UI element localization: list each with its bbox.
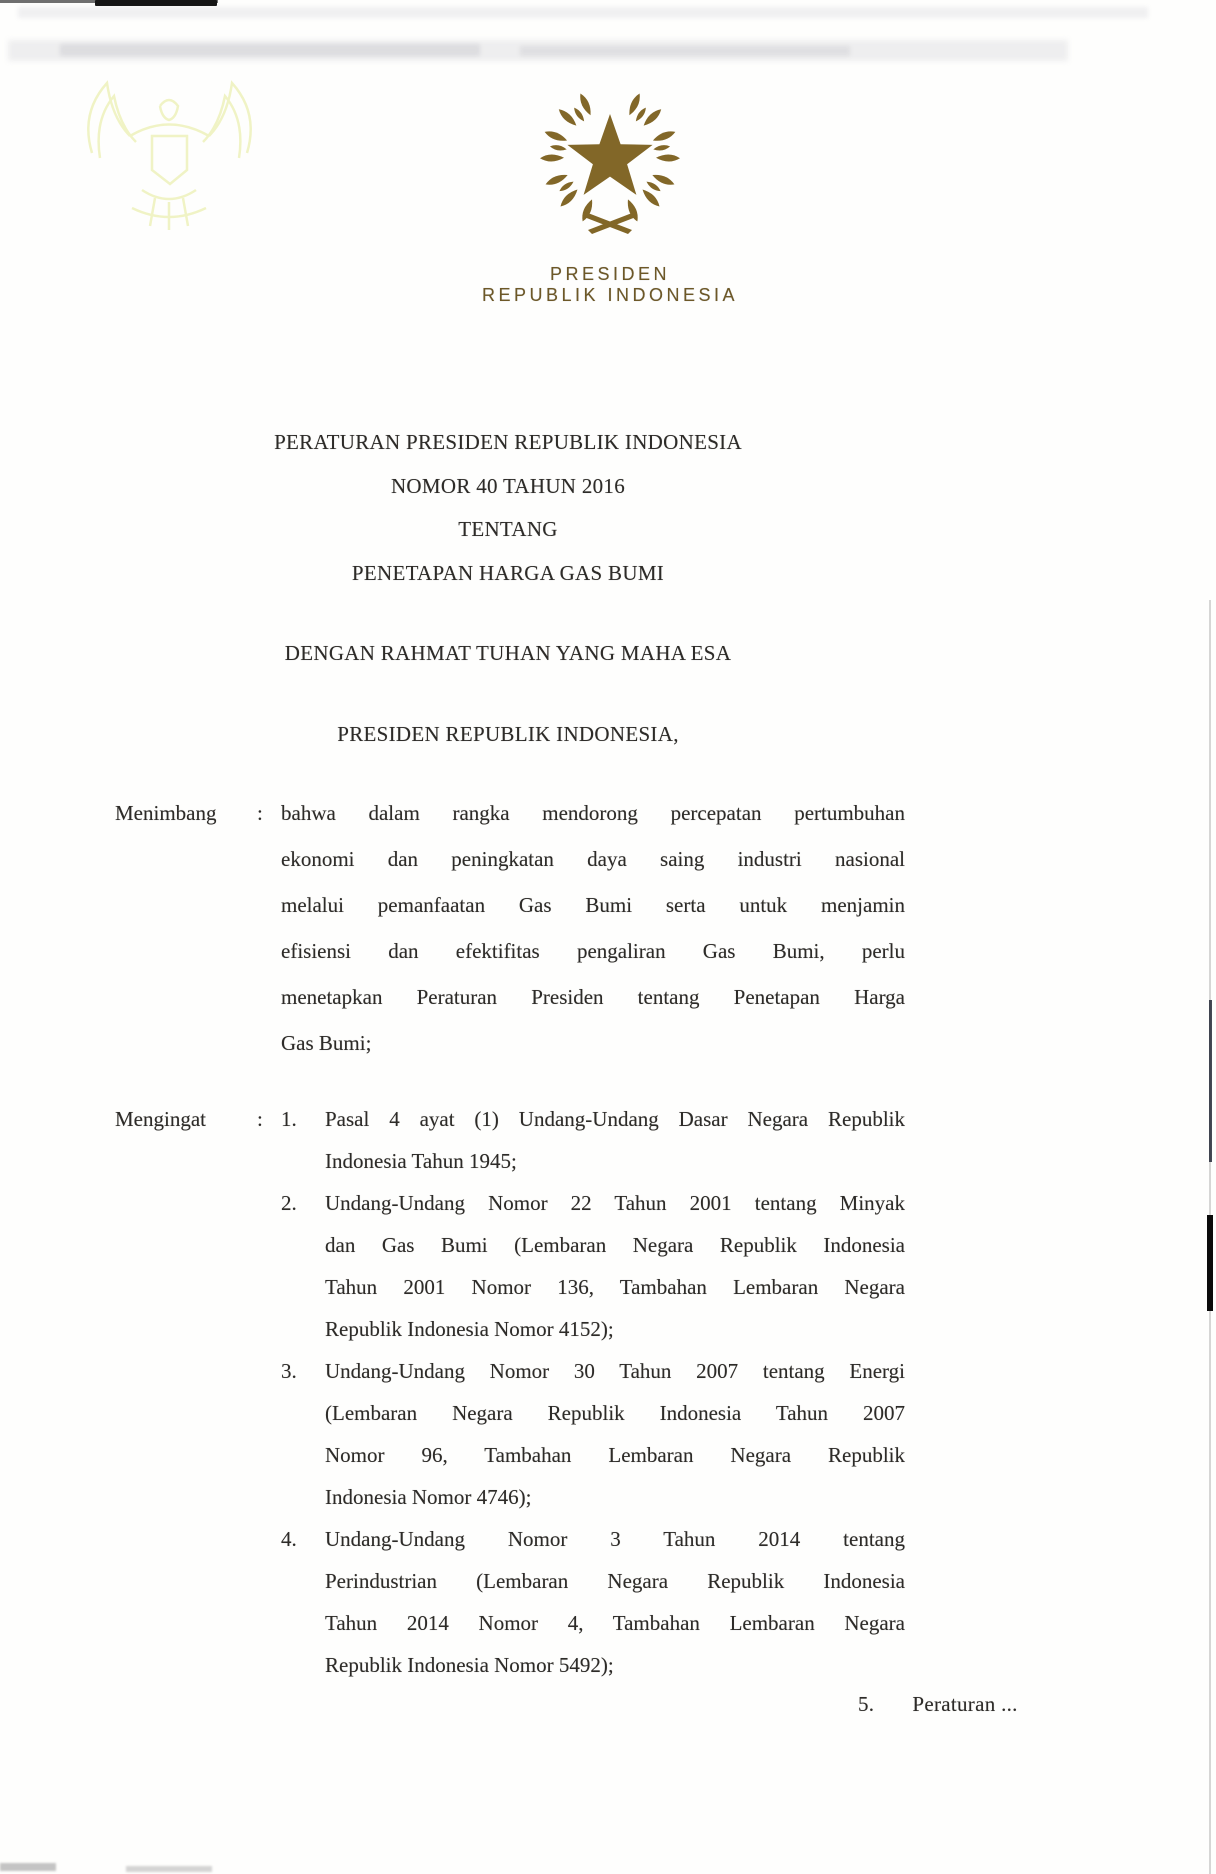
letterhead-org <box>410 264 810 306</box>
catchword-text: Peraturan ... <box>912 1692 1018 1716</box>
scan-artifact-page-edge <box>1209 600 1211 1874</box>
citation-item <box>281 1518 905 1686</box>
scan-artifact-edge-mark <box>1209 1000 1212 1162</box>
page-catchword <box>858 1692 1018 1717</box>
title-line-nomor: NOMOR 40 TAHUN 2016 <box>390 473 626 498</box>
recalling-colon: : <box>257 1107 263 1131</box>
recalling-label: Mengingat <box>115 1107 206 1131</box>
title-line-tentang: TENTANG <box>458 517 558 541</box>
title-line-peraturan: PERATURAN PRESIDEN REPUBLIK INDONESIA <box>274 430 742 454</box>
letterhead-line-presiden: PRESIDEN <box>549 264 671 284</box>
citation-text: Undang-Undang Nomor 22 Tahun 2001 tentang Minyak dan Gas Bumi (Lembaran Negara Republik Indonesia Tahun 2001 Nomor 136, Tambahan Lembaran Negara Republik Indonesia Nomor 4152); <box>325 1191 905 1341</box>
recalling-clause <box>115 1098 905 1686</box>
citation-number: 4. <box>281 1527 297 1551</box>
citation-number: 3. <box>281 1359 297 1383</box>
citation-text: Undang-Undang Nomor 3 Tahun 2014 tentang Perindustrian (Lembaran Negara Republik Indonesia Tahun 2014 Nomor 4, Tambahan Lembaran Negara Republik Indonesia Nomor 5492); <box>325 1527 905 1677</box>
letterhead-line-republik: REPUBLIK INDONESIA <box>481 285 739 305</box>
invocation-line: DENGAN RAHMAT TUHAN YANG MAHA ESA <box>284 641 732 665</box>
considering-clause <box>115 790 905 1066</box>
title-line-subject: PENETAPAN HARGA GAS BUMI <box>351 560 665 585</box>
catchword-number: 5. <box>858 1692 875 1716</box>
considering-label: Menimbang <box>115 801 217 825</box>
authority-line: PRESIDEN REPUBLIK INDONESIA, <box>337 722 679 746</box>
citation-number: 2. <box>281 1191 297 1215</box>
considering-colon: : <box>257 801 263 825</box>
citation-text: Pasal 4 ayat (1) Undang-Undang Dasar Negara Republik Indonesia Tahun 1945; <box>325 1107 905 1173</box>
citation-text: Undang-Undang Nomor 30 Tahun 2007 tentang Energi (Lembaran Negara Republik Indonesia Tahun 2007 Nomor 96, Tambahan Lembaran Negara Republik Indonesia Nomor 4746); <box>325 1359 905 1509</box>
scan-artifact-edge-mark <box>1207 1215 1213 1311</box>
scan-artifact-corner-smudge <box>126 1866 212 1872</box>
scan-artifact-top-line <box>0 0 218 3</box>
legal-citation-list <box>281 1098 905 1686</box>
scan-artifact-corner-smudge <box>0 1863 56 1871</box>
scan-artifact-band <box>18 7 1148 18</box>
scan-artifact-smudge <box>520 46 850 56</box>
citation-item <box>281 1350 905 1518</box>
scan-artifact-smudge <box>60 44 480 56</box>
citation-item <box>281 1098 905 1182</box>
scan-artifact-top-bar <box>95 0 217 6</box>
presidential-emblem-icon <box>528 82 692 234</box>
regulation-title <box>115 421 901 595</box>
considering-text: bahwa dalam rangka mendorong percepatan pertumbuhan ekonomi dan peningkatan daya saing industri nasional melalui pemanfaatan Gas Bumi serta untuk menjamin efisiensi dan efektifitas pengaliran Gas Bumi, perlu menetapkan Peraturan Presiden tentang Penetapan Harga Gas Bumi; <box>281 801 905 1055</box>
garuda-watermark-icon <box>72 58 267 243</box>
citation-item <box>281 1182 905 1350</box>
citation-number: 1. <box>281 1107 297 1131</box>
